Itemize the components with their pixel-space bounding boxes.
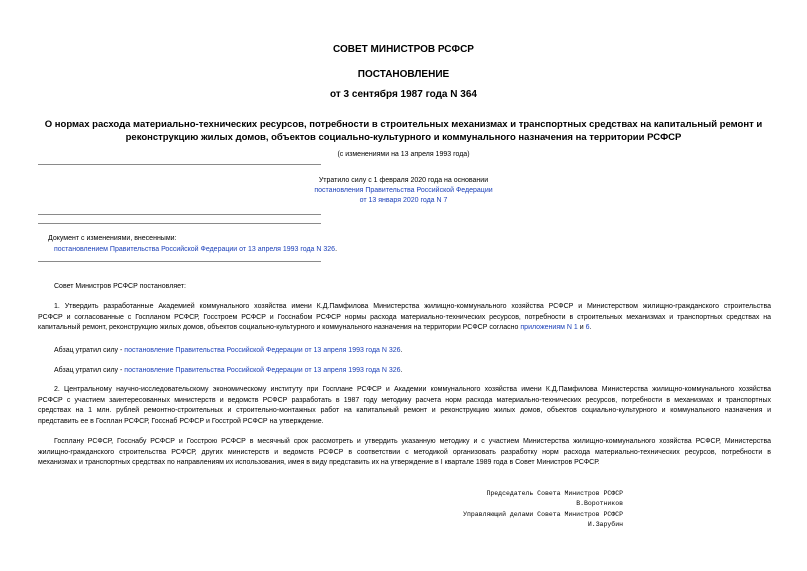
divider — [38, 261, 321, 262]
conjunction: и — [579, 324, 584, 332]
paragraph-line: РСФСР с участием заинтересованных министерств и ведомств РСФСР разработать в 1987 году методику расчета норм расхода материально-технических ресурсов, потребности в механизмах и транспортных — [38, 396, 771, 404]
appendix-6-link[interactable]: 6 — [585, 324, 590, 332]
paragraph-line: Госплану РСФСР, Госснабу РСФСР и Госстрою РСФСР в месячный срок рассмотреть и утвердить указанную методику и с участием Министерства жилищно-коммунального хозяйства РСФСР, Министерства — [54, 438, 771, 445]
document-title-line-1: О нормах расхода материально-технических ресурсов, потребности в строительных механизмах и транспортных средствах на капитальный ремонт и — [44, 119, 763, 130]
paragraph-3 — [38, 437, 771, 469]
paragraph-line: жилищно-гражданского строительства РСФСР, других министерств и ведомств РСФСР в соответствии с методикой организовать разработку норм расхода материально-технических ресурсов, потребности в — [38, 448, 771, 456]
period: . — [589, 324, 592, 332]
document-date-number: от 3 сентября 1987 года N 364 — [330, 89, 477, 100]
intro-text: Совет Министров РСФСР постановляет: — [54, 283, 186, 290]
repeal-decree-link[interactable]: постановления Правительства Российской Федерации — [314, 187, 493, 194]
paragraph-line: механизмах и транспортных средствах по направлениям их использования, имея в виду представить их на утверждение в I квартале 1989 года в Совет Министров РСФСР. — [38, 459, 600, 467]
divider — [38, 223, 321, 224]
status-block — [0, 176, 807, 206]
manager-title: Управляющий делами Совета Министров РСФСР — [463, 511, 623, 518]
signature-manager — [463, 510, 623, 530]
period: . — [335, 246, 338, 253]
signature-chair — [486, 489, 623, 509]
changes-label: Документ с изменениями, внесенными: — [48, 235, 177, 242]
paragraph-line: средствах на 1 млн. рублей ремонтно-строительных и строительно-монтажных работ на капитальный ремонт и реконструкцию жилых домов, объектов социально-культурного и коммунального назначения и — [38, 407, 771, 415]
abzac-1 — [54, 346, 403, 356]
paragraph-line — [38, 323, 771, 334]
appendix-1-link[interactable]: приложениям N 1 — [520, 324, 578, 332]
paragraph-2 — [38, 385, 771, 427]
paragraph-line: представить ее в Госплан РСФСР, Госснаб РСФСР и Госстрой РСФСР на утверждение. — [38, 417, 324, 425]
abzac-text: Абзац утратил силу - — [54, 347, 123, 354]
divider — [38, 214, 321, 215]
paragraph-line: 2. Центральному научно-исследовательскому экономическому институту при Госплане РСФСР и Академии коммунального хозяйства имени К.Д.Памфилова Министерства жилищно-коммунального хозяйства — [54, 386, 771, 393]
divider — [38, 164, 321, 165]
status-line: Утратило силу с 1 февраля 2020 года на основании — [318, 177, 489, 184]
period: . — [400, 347, 403, 354]
manager-name: И.Зарубин — [587, 521, 623, 528]
paragraph-1 — [38, 302, 771, 334]
paragraph-line: 1. Утвердить разработанные Академией коммунального хозяйства имени К.Д.Памфилова Министерства жилищно-коммунального хозяйства РСФСР и Министерством жилищно-гражданского строительства — [54, 303, 771, 310]
abzac-2-decree-link[interactable]: постановление Правительства Российской Федерации от 13 апреля 1993 года N 326 — [124, 367, 401, 374]
issuer-heading: СОВЕТ МИНИСТРОВ РСФСР — [333, 44, 474, 55]
paragraph-line: РСФСР и согласованные с Госпланом РСФСР, Госстроем РСФСР и Госснабом РСФСР нормы расхода материально-технических ресурсов, потребности в строительных механизмах и транспортных средствах на — [38, 313, 771, 321]
paragraph-text: капитальный ремонт, реконструкцию жилых домов, объектов социально-культурного и коммунального назначения на территории РСФСР согласно — [38, 324, 519, 332]
document-title — [0, 118, 807, 144]
chair-title: Председатель Совета Министров РСФСР — [486, 490, 623, 497]
amendment-note: (с изменениями на 13 апреля 1993 года) — [337, 151, 470, 158]
document-type: ПОСТАНОВЛЕНИЕ — [357, 69, 450, 80]
abzac-text: Абзац утратил силу - — [54, 367, 123, 374]
document-title-line-2: реконструкцию жилых домов, объектов социально-культурного и коммунального назначения на территории РСФСР — [125, 132, 682, 143]
chair-name: В.Воротников — [576, 500, 623, 507]
abzac-1-decree-link[interactable]: постановление Правительства Российской Федерации от 13 апреля 1993 года N 326 — [124, 347, 401, 354]
period: . — [400, 367, 403, 374]
changes-line — [54, 245, 337, 255]
abzac-2 — [54, 366, 403, 376]
amending-decree-link[interactable]: постановлением Правительства Российской Федерации от 13 апреля 1993 года N 326 — [54, 246, 336, 253]
repeal-decree-date-link[interactable]: от 13 января 2020 года N 7 — [359, 197, 448, 204]
